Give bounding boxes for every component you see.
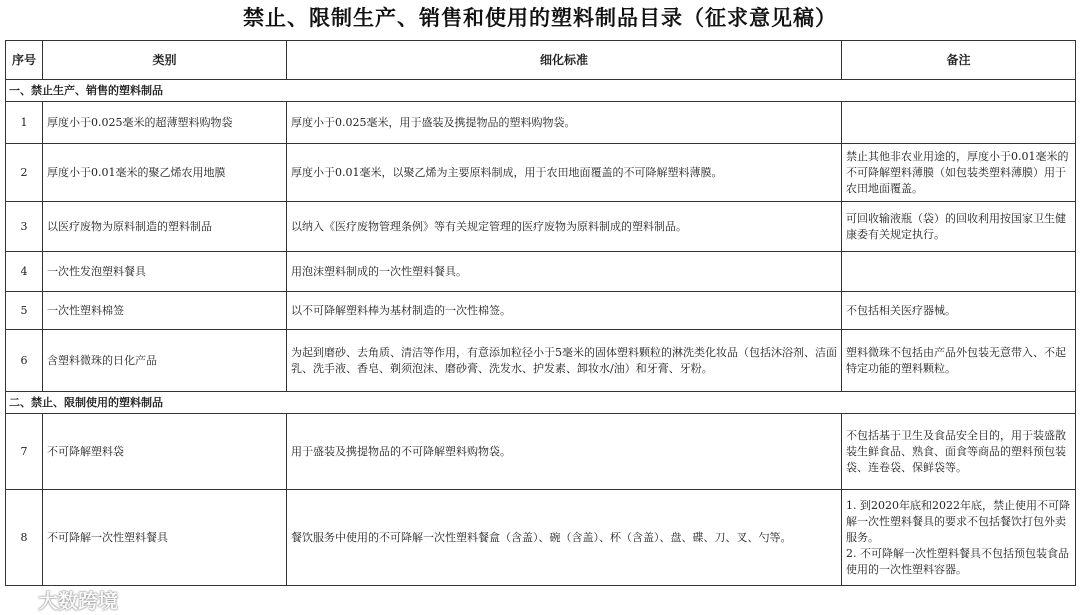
table-header-row — [6, 41, 1076, 80]
row-note: 禁止其他非农业用途的，厚度小于0.01毫米的不可降解塑料薄膜（如包装类塑料薄膜）用于农田地面覆盖。 — [842, 144, 1076, 202]
row-note: 塑料微珠不包括由产品外包装无意带入、不起特定功能的塑料颗粒。 — [842, 330, 1076, 392]
row-category: 一次性塑料棉签 — [43, 292, 287, 330]
row-no: 6 — [6, 330, 43, 392]
row-note: 不包括相关医疗器械。 — [842, 292, 1076, 330]
section-row — [6, 80, 1076, 102]
row-category: 一次性发泡塑料餐具 — [43, 252, 287, 292]
section-row — [6, 392, 1076, 414]
table-row — [6, 144, 1076, 202]
row-category: 以医疗废物为原料制造的塑料制品 — [43, 202, 287, 252]
table-row — [6, 252, 1076, 292]
table-row — [6, 102, 1076, 144]
row-no: 4 — [6, 252, 43, 292]
row-note — [842, 102, 1076, 144]
row-category: 厚度小于0.01毫米的聚乙烯农用地膜 — [43, 144, 287, 202]
row-note: 1. 到2020年底和2022年底，禁止使用不可降解一次性塑料餐具的要求不包括餐饮打包外卖服务。 2. 不可降解一次性塑料餐具不包括预包装食品使用的一次性塑料容器。 — [842, 490, 1076, 586]
catalog-table — [5, 40, 1076, 586]
row-standard: 用于盛装及携提物品的不可降解塑料购物袋。 — [287, 414, 842, 490]
row-category: 含塑料微珠的日化产品 — [43, 330, 287, 392]
table-row — [6, 330, 1076, 392]
watermark-text: 大数跨境 — [38, 589, 118, 613]
row-category: 不可降解一次性塑料餐具 — [43, 490, 287, 586]
row-no: 5 — [6, 292, 43, 330]
section-label: 二、禁止、限制使用的塑料制品 — [6, 392, 1076, 414]
table-row — [6, 202, 1076, 252]
table-row — [6, 292, 1076, 330]
row-standard: 厚度小于0.01毫米，以聚乙烯为主要原料制成，用于农田地面覆盖的不可降解塑料薄膜。 — [287, 144, 842, 202]
row-standard: 为起到磨砂、去角质、清洁等作用，有意添加粒径小于5毫米的固体塑料颗粒的淋洗类化妆品（包括沐浴剂、洁面乳、洗手液、香皂、剃须泡沫、磨砂膏、洗发水、护发素、卸妆水/油）和牙膏、牙粉。 — [287, 330, 842, 392]
table-row — [6, 490, 1076, 586]
header-category: 类别 — [43, 41, 287, 80]
row-no: 1 — [6, 102, 43, 144]
row-standard: 以不可降解塑料棒为基材制造的一次性棉签。 — [287, 292, 842, 330]
row-no: 2 — [6, 144, 43, 202]
row-note: 可回收输液瓶（袋）的回收利用按国家卫生健康委有关规定执行。 — [842, 202, 1076, 252]
brand-logo-icon — [8, 590, 34, 610]
table-row — [6, 414, 1076, 490]
row-standard: 用泡沫塑料制成的一次性塑料餐具。 — [287, 252, 842, 292]
header-standard: 细化标准 — [287, 41, 842, 80]
row-no: 8 — [6, 490, 43, 586]
section-label: 一、禁止生产、销售的塑料制品 — [6, 80, 1076, 102]
row-standard: 以纳入《医疗废物管理条例》等有关规定管理的医疗废物为原料制成的塑料制品。 — [287, 202, 842, 252]
row-no: 7 — [6, 414, 43, 490]
row-standard: 厚度小于0.025毫米，用于盛装及携提物品的塑料购物袋。 — [287, 102, 842, 144]
header-note: 备注 — [842, 41, 1076, 80]
watermark — [8, 585, 118, 614]
row-category: 不可降解塑料袋 — [43, 414, 287, 490]
row-standard: 餐饮服务中使用的不可降解一次性塑料餐盒（含盖）、碗（含盖）、杯（含盖）、盘、碟、刀、叉、勺等。 — [287, 490, 842, 586]
row-no: 3 — [6, 202, 43, 252]
header-no: 序号 — [6, 41, 43, 80]
row-note: 不包括基于卫生及食品安全目的，用于装盛散装生鲜食品、熟食、面食等商品的塑料预包装袋、连卷袋、保鲜袋等。 — [842, 414, 1076, 490]
document-title: 禁止、限制生产、销售和使用的塑料制品目录（征求意见稿） — [243, 6, 837, 30]
row-category: 厚度小于0.025毫米的超薄塑料购物袋 — [43, 102, 287, 144]
row-note — [842, 252, 1076, 292]
